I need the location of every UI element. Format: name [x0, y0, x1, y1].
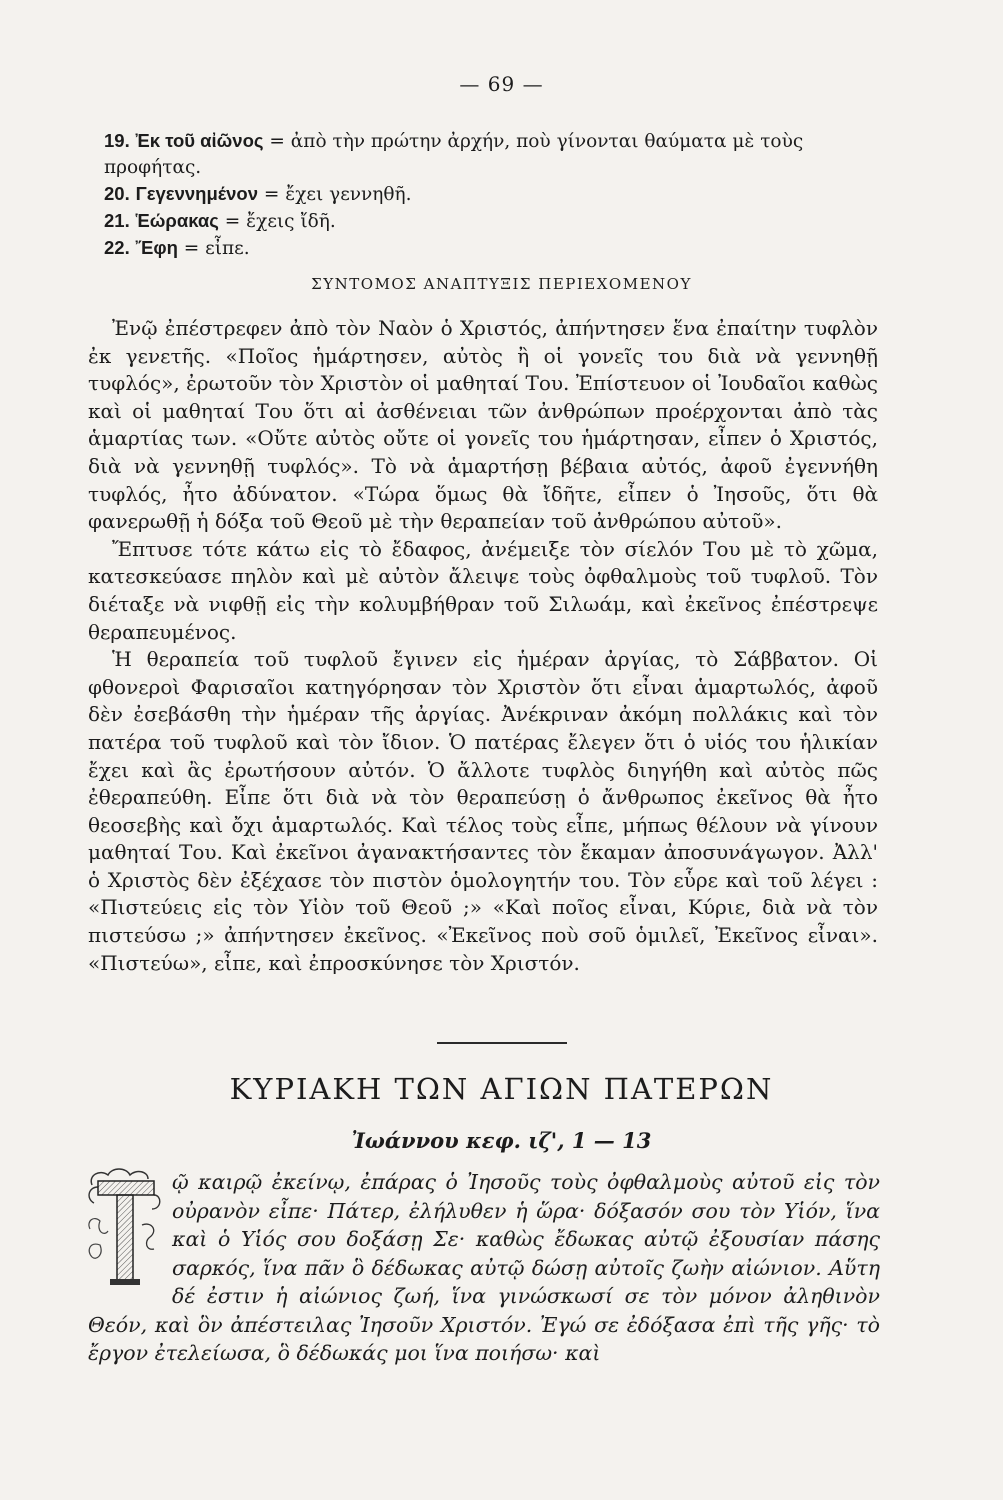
note-definition: = ἀπὸ τὴν πρώτην ἀρχήν, ποὺ γίνονται θαύματα μὲ τοὺς προφήτας. [104, 131, 804, 178]
note-21 [104, 208, 884, 235]
feast-title: ΚΥΡΙΑΚΗ ΤΩΝ ΑΓΙΩΝ ΠΑΤΕΡΩΝ [229, 1072, 774, 1106]
summary-text [88, 315, 878, 977]
summary-heading: ΣΥΝΤΟΜΟΣ ΑΝΑΠΤΥΞΙΣ ΠΕΡΙΕΧΟΜΕΝΟΥ [311, 275, 692, 293]
note-term: Ἑώρακας [135, 210, 219, 231]
summary-paragraph: Ἔπτυσε τότε κάτω εἰς τὸ ἔδαφος, ἀνέμειξε τὸν σίελόν Του μὲ τὸ χῶμα, κατεσκεύασε πηλὸν καὶ μὲ αὐτὸν ἄλειψε τοὺς ὀφθαλμοὺς τοῦ τυφλοῦ. Τὸν διέταξε νὰ νιφθῇ εἰς τὴν κολυμβήθραν τοῦ Σιλωάμ, καὶ ἐκεῖνος ἐπέστρεψε θεραπευμένος. [88, 536, 878, 644]
note-22 [104, 235, 884, 262]
gospel-text [88, 1168, 880, 1368]
page-number: — 69 — [459, 72, 544, 96]
note-term: Ἐκ τοῦ αἰῶνος [135, 130, 264, 151]
note-number: 19. [104, 130, 130, 151]
note-number: 20. [104, 183, 130, 204]
note-definition: = ἔχεις ἴδῆ. [224, 211, 336, 232]
summary-paragraph: Ἐνῷ ἐπέστρεφεν ἀπὸ τὸν Ναὸν ὁ Χριστός, ἀπήντησεν ἕνα ἐπαίτην τυφλὸν ἐκ γενετῆς. «Ποῖος ἡμάρτησεν, αὐτὸς ἢ οἱ γονεῖς του διὰ νὰ γεννηθῇ τυφλός», ἐρωτοῦν τὸν Χριστὸν οἱ μαθηταί Του. Ἐπίστευον οἱ Ἰουδαῖοι καθὼς καὶ οἱ μαθηταί Του ὅτι αἱ ἀσθένειαι τῶν ἀνθρώπων προέρχονται ἀπὸ τὰς ἁμαρτίας των. «Οὔτε αὐτὸς οὔτε οἱ γονεῖς του ἡμάρτησαν, εἶπεν ὁ Χριστός, διὰ νὰ γεννηθῇ τυφλός». Τὸ νὰ ἁμαρτήσῃ βέβαια αὐτός, ἀφοῦ ἐγεννήθη τυφλός, ἦτο ἀδύνατον. «Τώρα ὅμως θὰ ἴδῆτε, εἶπεν ὁ Ἰησοῦς, ὅτι θὰ φανερωθῇ ἡ δόξα τοῦ Θεοῦ μὲ τὴν θεραπείαν τοῦ ἀνθρώπου αὐτοῦ». [88, 316, 878, 534]
note-definition: = ἔχει γεννηθῆ. [263, 184, 412, 205]
note-term: Γεγεννημένον [135, 183, 259, 204]
note-20 [104, 181, 884, 208]
gospel-reference: Ἰωάννου κεφ. ιζ', 1 — 13 [351, 1128, 652, 1153]
note-number: 22. [104, 237, 130, 258]
footnotes-list [104, 128, 884, 262]
note-number: 21. [104, 210, 130, 231]
summary-paragraph: Ἡ θεραπεία τοῦ τυφλοῦ ἔγινεν εἰς ἡμέραν ἀργίας, τὸ Σάββατον. Οἱ φθονεροὶ Φαρισαῖοι κατηγόρησαν τὸν Χριστὸν ὅτι εἶναι ἁμαρτωλός, ἀφοῦ δὲν ἐσεβάσθη τὴν ἡμέραν τῆς ἀργίας. Ἀνέκριναν ἀκόμη πολλάκις καὶ τὸν πατέρα τοῦ τυφλοῦ καὶ τὸν ἴδιον. Ὁ πατέρας ἔλεγεν ὅτι ὁ υἱός του ἡλικίαν ἔχει καὶ ἂς ἐρωτήσουν αὐτόν. Ὁ ἄλλοτε τυφλὸς διηγήθη καὶ αὐτὸς πῶς ἐθεραπεύθη. Εἶπε ὅτι διὰ νὰ τὸν θεραπεύσῃ ὁ ἄνθρωπος ἐκεῖνος θὰ ἦτο θεοσεβὴς καὶ ὄχι ἁμαρτωλός. Καὶ τέλος τοὺς εἶπε, μήπως θέλουν νὰ γίνουν μαθηταί Του. Καὶ ἐκεῖνοι ἀγανακτήσαντες τὸν ἔκαμαν ἀποσυνάγωγον. Ἀλλ' ὁ Χριστὸς δὲν ἐξέχασε τὸν πιστὸν ὁμολογητήν του. Τὸν εὗρε καὶ τοῦ λέγει : «Πιστεύεις εἰς τὸν Υἱὸν τοῦ Θεοῦ ;» «Καὶ ποῖος εἶναι, Κύριε, διὰ νὰ τὸν πιστεύσω ;» ἀπήντησεν ἐκεῖνος. «Ἐκεῖνος ποὺ σοῦ ὁμιλεῖ, Ἐκεῖνος εἶναι». «Πιστεύω», εἶπε, καὶ ἐπροσκύνησε τὸν Χριστόν. [88, 647, 878, 975]
note-term: Ἔφη [135, 237, 178, 258]
section-divider [437, 1042, 567, 1044]
note-definition: = εἶπε. [183, 238, 250, 259]
gospel-passage: ῷ καιρῷ ἐκείνῳ, ἐπάρας ὁ Ἰησοῦς τοὺς ὀφθαλμοὺς αὐτοῦ εἰς τὸν οὐρανὸν εἶπε· Πάτερ, ἐλήλυθεν ἡ ὥρα· δόξασόν σου τὸν Υἱόν, ἵνα καὶ ὁ Υἱός σου δοξάσῃ Σε· καθὼς ἔδωκας αὐτῷ ἐξουσίαν πάσης σαρκός, ἵνα πᾶν ὃ δέδωκας αὐτῷ δώσῃ αὐτοῖς ζωὴν αἰώνιον. Αὕτη δέ ἐστιν ἡ αἰώνιος ζωή, ἵνα γινώσκωσί σε τὸν μόνον ἀληθινὸν Θεόν, καὶ ὃν ἀπέστειλας Ἰησοῦν Χριστόν. Ἐγώ σε ἐδόξασα ἐπὶ τῆς γῆς· τὸ ἔργον ἐτελείωσα, ὃ δέδωκάς μοι ἵνα ποιήσω· καὶ [88, 1170, 880, 1365]
dropcap-spacer [88, 1168, 172, 1306]
note-19 [104, 128, 884, 181]
